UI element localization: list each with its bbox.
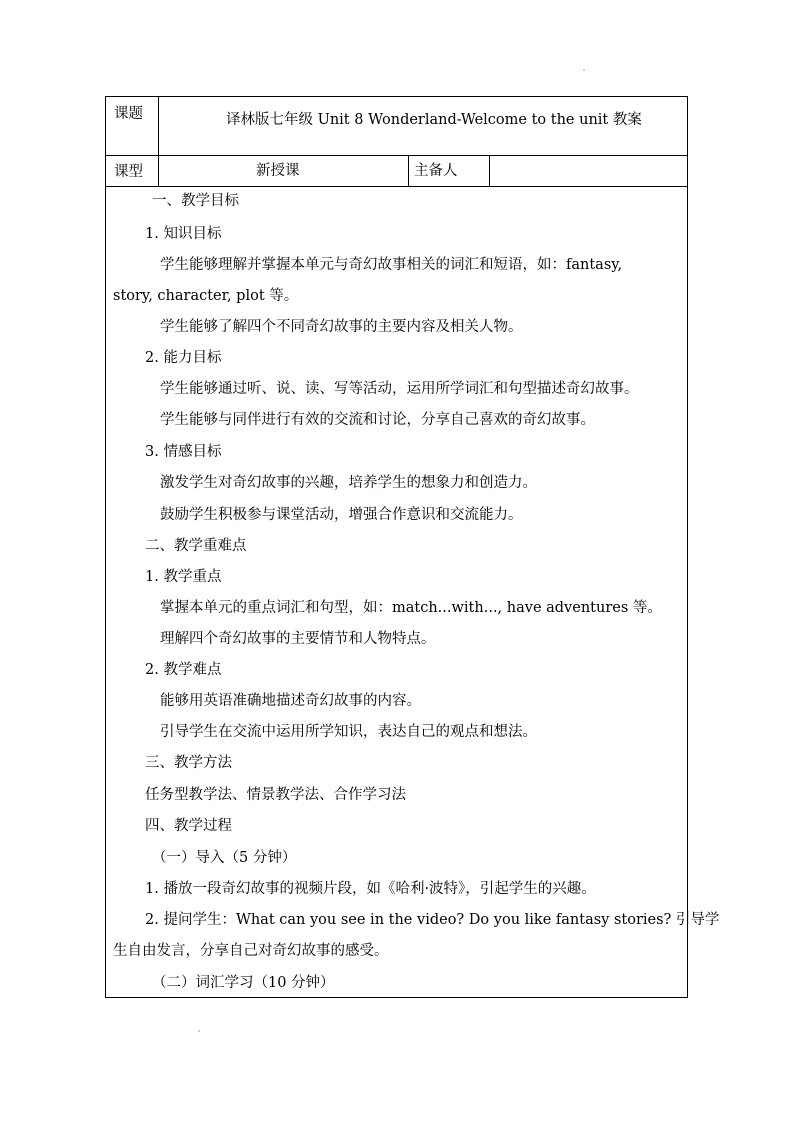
table-divider [106,186,687,187]
section-heading-process: 四、教学过程 [145,818,232,834]
body-text-line: 1. 播放一段奇幻故事的视频片段，如《哈利·波特》，引起学生的兴趣。 [145,881,596,897]
body-text-line: 任务型教学法、情景教学法、合作学习法 [145,787,406,803]
table-divider [408,155,409,186]
section-heading-methods: 三、教学方法 [145,755,232,771]
table-divider [106,155,687,156]
scan-dot [198,1030,200,1032]
lead-teacher-label: 主备人 [414,163,458,179]
title-label: 课题 [114,106,143,122]
body-text-line: 激发学生对奇幻故事的兴趣，培养学生的想象力和创造力。 [160,475,537,491]
lesson-type-label: 课型 [114,164,143,180]
lesson-title: 译林版七年级 Unit 8 Wonderland-Welcome to the unit 教案 [226,112,642,128]
subheading-ability: 2. 能力目标 [145,350,222,366]
subheading-intro: （一）导入（5 分钟） [152,850,297,866]
section-heading-key-points: 二、教学重难点 [145,538,247,554]
table-divider [489,155,490,186]
body-text-line: story, character, plot 等。 [113,288,299,304]
subheading-difficulty: 2. 教学难点 [145,662,222,678]
body-text-line: 学生能够通过听、说、读、写等活动，运用所学词汇和句型描述奇幻故事。 [160,381,639,397]
lesson-type-value: 新授课 [256,163,300,179]
body-text-line: 生自由发言，分享自己对奇幻故事的感受。 [113,943,389,959]
body-text-line: 学生能够与同伴进行有效的交流和讨论，分享自己喜欢的奇幻故事。 [160,412,595,428]
body-text-line: 鼓励学生积极参与课堂活动，增强合作意识和交流能力。 [160,507,523,523]
section-heading-objectives: 一、教学目标 [152,193,239,209]
body-text-line: 能够用英语准确地描述奇幻故事的内容。 [160,693,421,709]
subheading-emotion: 3. 情感目标 [145,444,222,460]
subheading-knowledge: 1. 知识目标 [145,226,222,242]
body-text-line: 学生能够理解并掌握本单元与奇幻故事相关的词汇和短语，如：fantasy, [160,257,623,273]
scan-dot [583,69,585,71]
subheading-vocabulary: （二）词汇学习（10 分钟） [152,975,335,991]
body-text-line: 学生能够了解四个不同奇幻故事的主要内容及相关人物。 [160,319,523,335]
body-text-line: 掌握本单元的重点词汇和句型，如：match...with..., have adventures 等。 [160,600,662,616]
table-divider [158,97,159,186]
body-text-line: 引导学生在交流中运用所学知识，表达自己的观点和想法。 [160,724,537,740]
body-text-line: 2. 提问学生：What can you see in the video? Do you like fantasy stories? 引导学 [145,912,720,928]
body-text-line: 理解四个奇幻故事的主要情节和人物特点。 [160,631,436,647]
subheading-focus: 1. 教学重点 [145,569,222,585]
